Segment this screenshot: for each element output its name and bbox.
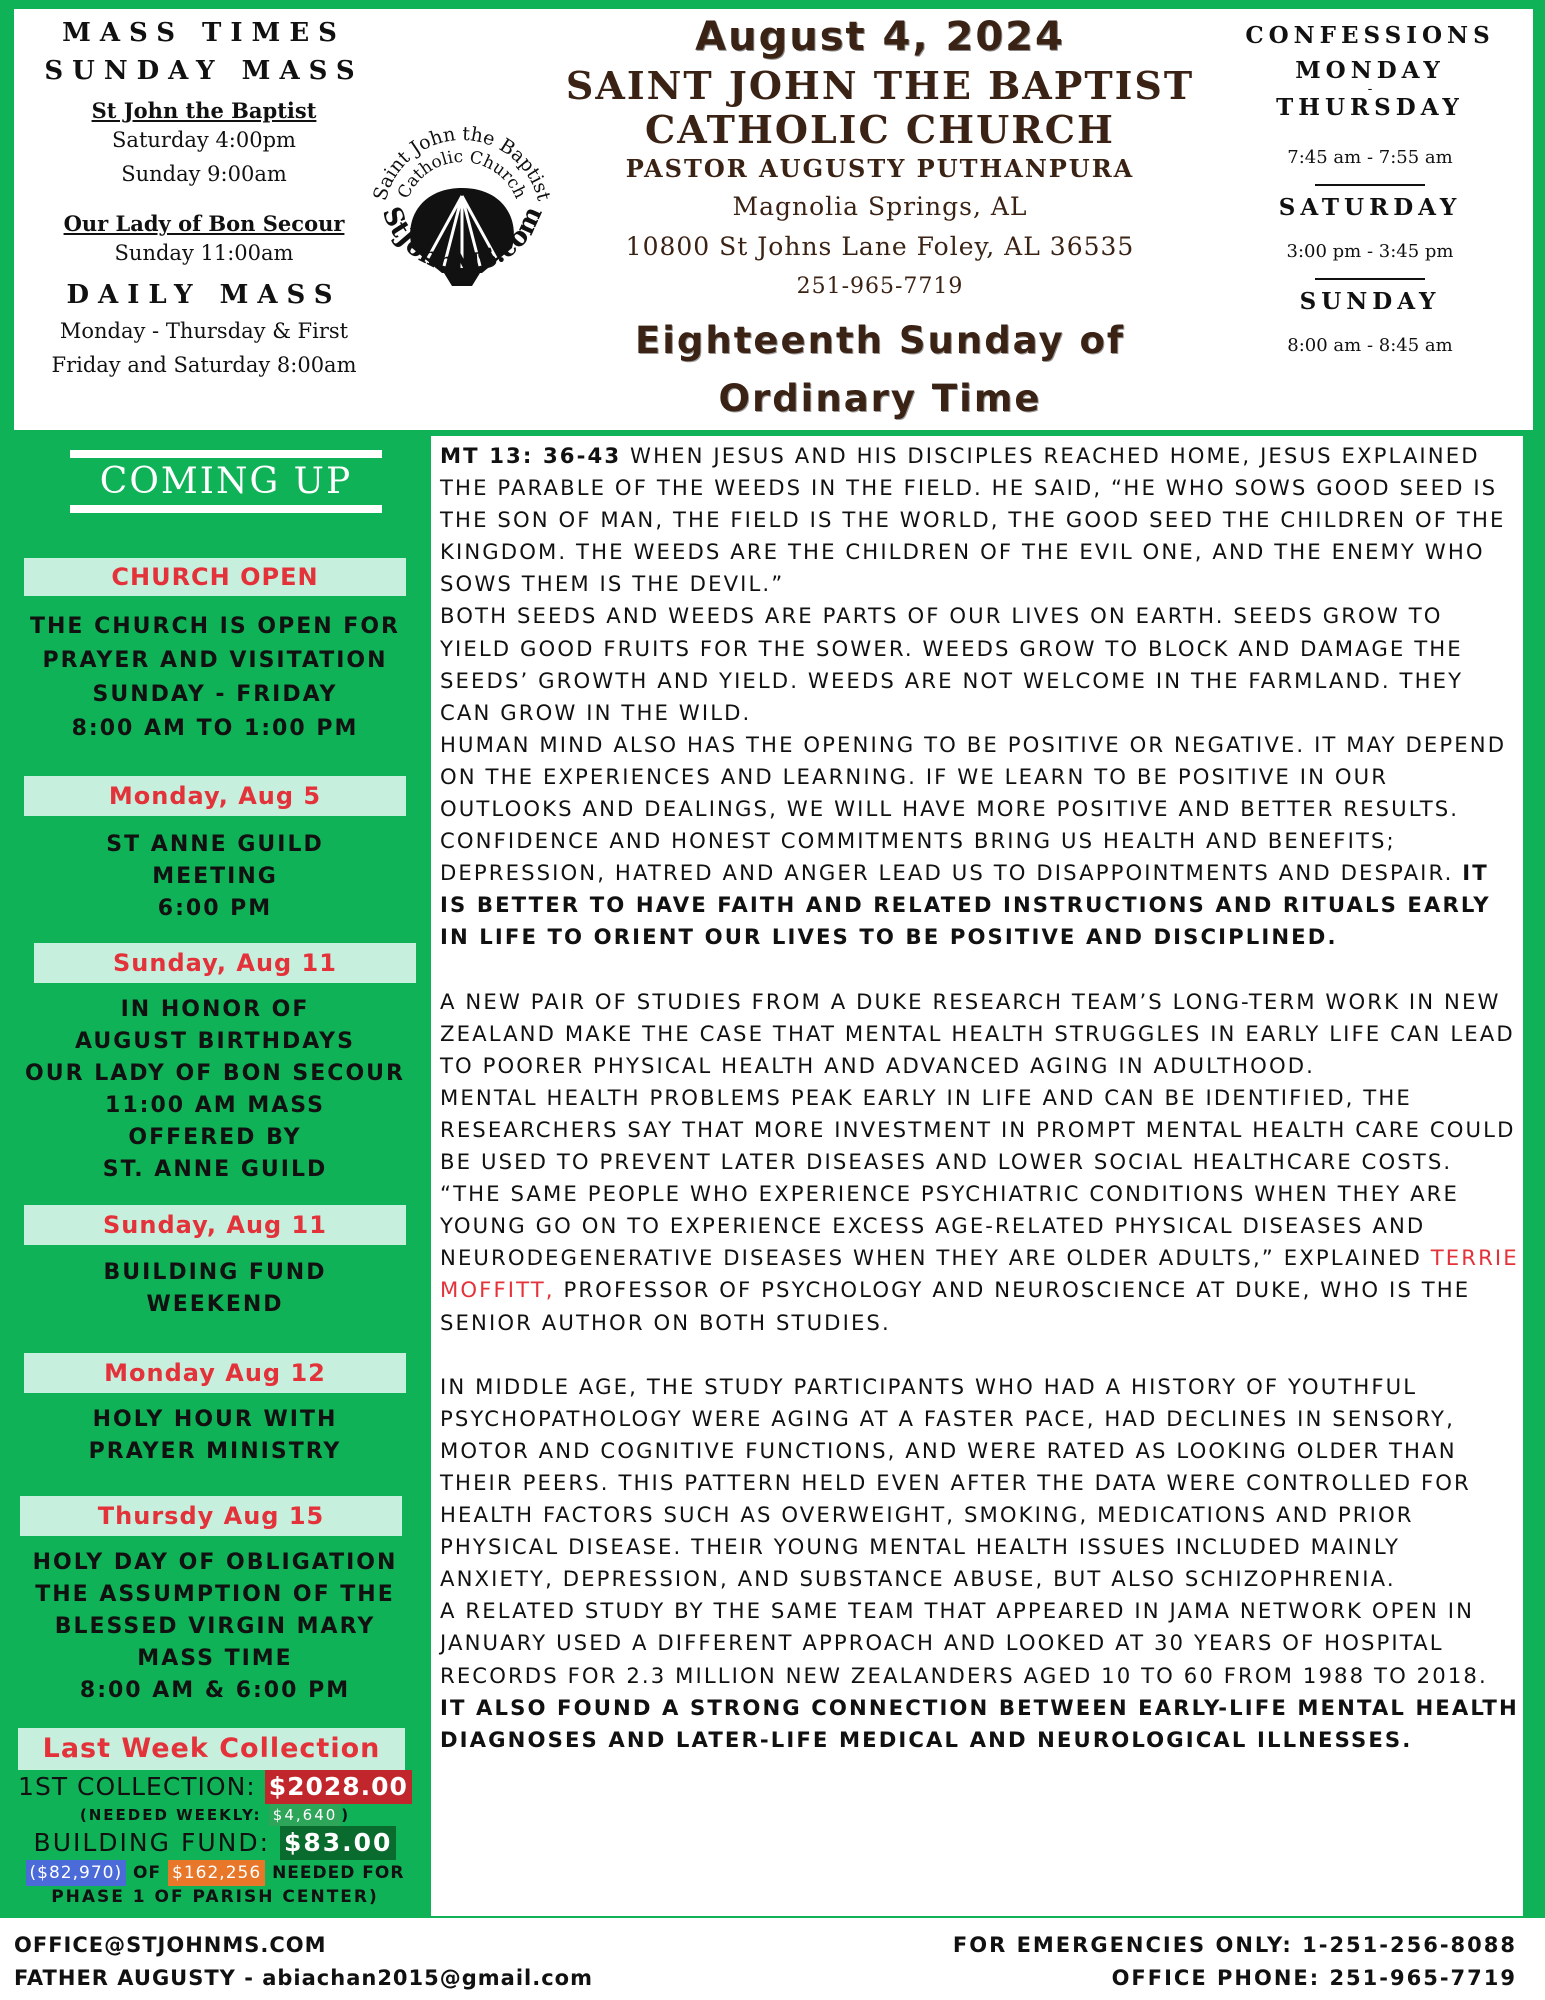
church-address: 10800 St Johns Lane Foley, AL 36535 — [625, 232, 1135, 261]
liturgical-sunday-1: Eighteenth Sunday of — [634, 319, 1126, 362]
building-fund-label: BUILDING FUND: — [33, 1828, 270, 1857]
event-head-church-open: CHURCH OPEN — [24, 558, 406, 596]
church-name-line2: CATHOLIC CHURCH — [645, 107, 1115, 152]
event-head-aug15: Thursdy Aug 15 — [20, 1496, 402, 1536]
event-holy-hour — [0, 1404, 430, 1468]
coming-up-title: COMING UP — [70, 450, 382, 513]
event-line: BLESSED VIRGIN MARY — [54, 1614, 376, 1639]
event-line: THE ASSUMPTION OF THE — [35, 1582, 395, 1607]
daily-time-2: Friday and Saturday 8:00am — [51, 353, 357, 377]
seal-bottom-text: StJohnMS.com — [375, 201, 549, 280]
confessions-title: CONFESSIONS — [1245, 22, 1495, 49]
church-phone: 251-965-7719 — [796, 274, 964, 299]
confessions-sunday: SUNDAY — [1299, 288, 1441, 315]
divider — [1315, 184, 1425, 186]
event-line: SUNDAY - FRIDAY — [92, 682, 338, 707]
church2-time: Sunday 11:00am — [114, 241, 294, 265]
sunday-mass-title: SUNDAY MASS — [44, 56, 364, 86]
fund-raised: ($82,970) — [26, 1860, 127, 1886]
daily-time-1: Monday - Thursday & First — [59, 319, 349, 343]
scripture-reference: MT 13: 36-43 — [440, 443, 622, 468]
seal-mid-text: Catholic Church — [393, 146, 531, 202]
event-line: 11:00 AM MASS — [105, 1093, 325, 1118]
event-church-open — [0, 610, 430, 746]
needed-weekly-close: ) — [341, 1806, 351, 1824]
father-email[interactable]: FATHER AUGUSTY - abiachan2015@gmail.com — [14, 1966, 593, 1990]
church-city: Magnolia Springs, AL — [732, 192, 1028, 221]
event-aug5 — [0, 829, 430, 925]
confessions-days-2: THURSDAY — [1276, 94, 1464, 121]
event-line: WEEKEND — [146, 1292, 284, 1317]
daily-mass-title: DAILY MASS — [66, 280, 342, 310]
event-head-aug11-fund: Sunday, Aug 11 — [24, 1205, 406, 1245]
event-line: BUILDING FUND — [103, 1260, 327, 1285]
reflection-p8: A RELATED STUDY BY THE SAME TEAM THAT APPEARED IN JAMA NETWORK OPEN IN JANUARY USED A DIFFERENT APPROACH AND LOOKED AT 30 YEARS OF HOSPITAL RECORDS FOR 2.3 MILLION NEW ZEALANDERS AGED 10 TO 60 FROM 1988 TO 2018. — [440, 1598, 1497, 1688]
confessions-dash: - — [1367, 81, 1373, 97]
collection-details — [0, 1770, 430, 1908]
reflection-p7: IN MIDDLE AGE, THE STUDY PARTICIPANTS WHO HAD A HISTORY OF YOUTHFUL PSYCHOPATHOLOGY WERE AGING AT A FASTER PACE, HAD DECLINES IN SENSORY, MOTOR AND COGNITIVE FUNCTIONS, AND WERE RATED AS LOOKING OLDER THAN THEIR PEERS. THIS PATTERN HELD EVEN AFTER THE DATA WERE CONTROLLED FOR HEALTH FACTORS SUCH AS OVERWEIGHT, SMOKING, MEDICATIONS AND PRIOR PHYSICAL DISEASE. THEIR YOUNG MENTAL HEALTH ISSUES INCLUDED MAINLY ANXIETY, DEPRESSION, AND SUBSTANCE ABUSE, BUT ALSO SCHIZOPHRENIA. — [440, 1373, 1480, 1592]
event-line: OUR LADY OF BON SECOUR — [25, 1061, 405, 1086]
confessions-time-2: 3:00 pm - 3:45 pm — [1286, 241, 1454, 262]
reflection-p8-bold: IT ALSO FOUND A STRONG CONNECTION BETWEEN EARLY-LIFE MENTAL HEALTH DIAGNOSES AND LATER-LIFE MEDICAL AND NEUROLOGICAL ILLNESSES. — [440, 1694, 1529, 1752]
mass-times — [14, 18, 394, 382]
event-line: ST. ANNE GUILD — [102, 1157, 328, 1182]
bulletin-date: August 4, 2024 — [695, 14, 1065, 60]
divider — [1315, 278, 1425, 280]
reflection-p2: BOTH SEEDS AND WEEDS ARE PARTS OF OUR LIVES ON EARTH. SEEDS GROW TO YIELD GOOD FRUITS FOR THE SOWER. WEEDS GROW TO BLOCK AND DAMAGE THE SEEDS’ GROWTH AND YIELD. WEEDS ARE NOT WELCOME IN THE FARMLAND. THEY CAN GROW IN THE WILD. — [440, 603, 1472, 725]
reflection-p4: A NEW PAIR OF STUDIES FROM A DUKE RESEARCH TEAM’S LONG-TERM WORK IN NEW ZEALAND MAKE THE CASE THAT MENTAL HEALTH STRUGGLES IN EARLY LIFE CAN LEAD TO POORER PHYSICAL HEALTH AND ADVANCED AGING IN ADULTHOOD. — [440, 988, 1524, 1078]
confessions-time-3: 8:00 am - 8:45 am — [1287, 335, 1453, 356]
event-assumption — [0, 1547, 430, 1707]
event-head-aug11: Sunday, Aug 11 — [34, 943, 416, 983]
building-fund-amount: $83.00 — [280, 1826, 396, 1860]
reflection-text — [440, 440, 1529, 1756]
event-line: PRAYER MINISTRY — [88, 1439, 342, 1464]
first-collection-amount: $2028.00 — [265, 1770, 412, 1804]
fund-phase: PHASE 1 OF PARISH CENTER) — [51, 1887, 379, 1907]
reflection-p3: HUMAN MIND ALSO HAS THE OPENING TO BE POSITIVE OR NEGATIVE. IT MAY DEPEND ON THE EXPERIENCES AND LEARNING. IF WE LEARN TO BE POSITIVE IN OUR OUTLOOKS AND DEALINGS, WE WILL HAVE MORE POSITIVE AND BETTER RESULTS. CONFIDENCE AND HONEST COMMITMENTS BRING US HEALTH AND BENEFITS; DEPRESSION, HATRED AND ANGER LEAD US TO DISAPPOINTMENTS AND DESPAIR. — [440, 731, 1515, 886]
event-line: MASS TIME — [137, 1646, 293, 1671]
fund-needed-for: NEEDED FOR — [272, 1863, 405, 1883]
needed-weekly-amount: $4,640 — [269, 1804, 342, 1826]
reflection-p5: MENTAL HEALTH PROBLEMS PEAK EARLY IN LIFE AND CAN BE IDENTIFIED, THE RESEARCHERS SAY THAT MORE INVESTMENT IN PROMPT MENTAL HEALTH CARE COULD BE USED TO PREVENT LATER DISEASES AND LOWER SOCIAL HEALTHCARE COSTS. — [440, 1084, 1525, 1175]
fund-of: OF — [133, 1863, 162, 1883]
church2-name: Our Lady of Bon Secour — [63, 211, 345, 236]
reflection-p6-end: PROFESSOR OF PSYCHOLOGY AND NEUROSCIENCE AT DUKE, WHO IS THE SENIOR AUTHOR ON BOTH STUDIES. — [440, 1277, 1480, 1335]
emergency-phone[interactable]: FOR EMERGENCIES ONLY: 1-251-256-8088 — [952, 1933, 1517, 1957]
pastor-name: PASTOR AUGUSTY PUTHANPURA — [625, 154, 1135, 183]
church-seal-logo — [362, 108, 562, 318]
event-line: AUGUST BIRTHDAYS — [75, 1029, 355, 1054]
header-center — [560, 14, 1200, 429]
event-aug11-birthdays — [0, 994, 430, 1186]
event-line: 8:00 AM & 6:00 PM — [79, 1678, 351, 1703]
collection-title: Last Week Collection — [18, 1728, 405, 1770]
reflection-p6: “THE SAME PEOPLE WHO EXPERIENCE PSYCHIATRIC CONDITIONS WHEN THEY ARE YOUNG GO ON TO EXPERIENCE EXCESS AGE-RELATED PHYSICAL DISEASES AND NEURODEGENERATIVE DISEASES WHEN THEY ARE OLDER ADULTS,” EXPLAINED — [440, 1181, 1468, 1271]
mass-times-title: MASS TIMES — [62, 18, 346, 48]
event-line: HOLY HOUR WITH — [92, 1407, 338, 1432]
office-email[interactable]: OFFICE@STJOHNMS.COM — [14, 1933, 327, 1957]
church-name-line1: SAINT JOHN THE BAPTIST — [565, 63, 1195, 108]
event-building-fund — [0, 1257, 430, 1321]
needed-weekly-label: (NEEDED WEEKLY: — [79, 1806, 262, 1824]
confessions-time-1: 7:45 am - 7:55 am — [1287, 147, 1453, 168]
event-line: 8:00 AM TO 1:00 PM — [71, 716, 359, 741]
confessions — [1220, 22, 1520, 372]
author-name: TERRIE MOFFITT, — [440, 1245, 1528, 1303]
event-line: IN HONOR OF — [120, 997, 310, 1022]
event-head-aug5: Monday, Aug 5 — [24, 776, 406, 816]
liturgical-sunday-2: Ordinary Time — [718, 377, 1042, 420]
reflection-p3-bold: IT IS BETTER TO HAVE FAITH AND RELATED INSTRUCTIONS AND RITUALS EARLY IN LIFE TO ORIENT OUR LIVES TO BE POSITIVE AND DISCIPLINED. — [440, 860, 1501, 950]
church1-name: St John the Baptist — [91, 98, 317, 123]
event-head-aug12: Monday Aug 12 — [24, 1353, 406, 1393]
first-collection-label: 1ST COLLECTION: — [18, 1772, 256, 1801]
event-line: 6:00 PM — [157, 896, 273, 921]
church1-time-sun: Sunday 9:00am — [121, 162, 287, 186]
event-line: PRAYER AND VISITATION — [42, 648, 388, 673]
event-line: ST ANNE GUILD — [106, 832, 324, 857]
event-line: HOLY DAY OF OBLIGATION — [32, 1550, 398, 1575]
confessions-days-1: MONDAY — [1295, 57, 1445, 84]
church1-time-sat: Saturday 4:00pm — [112, 128, 296, 152]
event-line: OFFERED BY — [128, 1125, 302, 1150]
event-line: MEETING — [152, 864, 278, 889]
reflection-p1: WHEN JESUS AND HIS DISCIPLES REACHED HOME, JESUS EXPLAINED THE PARABLE OF THE WEEDS IN THE FIELD. HE SAID, “HE WHO SOWS GOOD SEED IS THE SON OF MAN, THE FIELD IS THE WORLD, THE GOOD SEED THE CHILDREN OF THE KINGDOM. THE WEEDS ARE THE CHILDREN OF THE EVIL ONE, AND THE ENEMY WHO SOWS THEM IS THE DEVIL.” — [440, 443, 1515, 597]
seal-top-text: Saint John the Baptist — [369, 122, 555, 204]
confessions-saturday: SATURDAY — [1278, 194, 1462, 221]
event-line: THE CHURCH IS OPEN FOR — [30, 614, 400, 639]
fund-goal: $162,256 — [168, 1860, 265, 1886]
office-phone[interactable]: OFFICE PHONE: 251-965-7719 — [1111, 1966, 1517, 1990]
